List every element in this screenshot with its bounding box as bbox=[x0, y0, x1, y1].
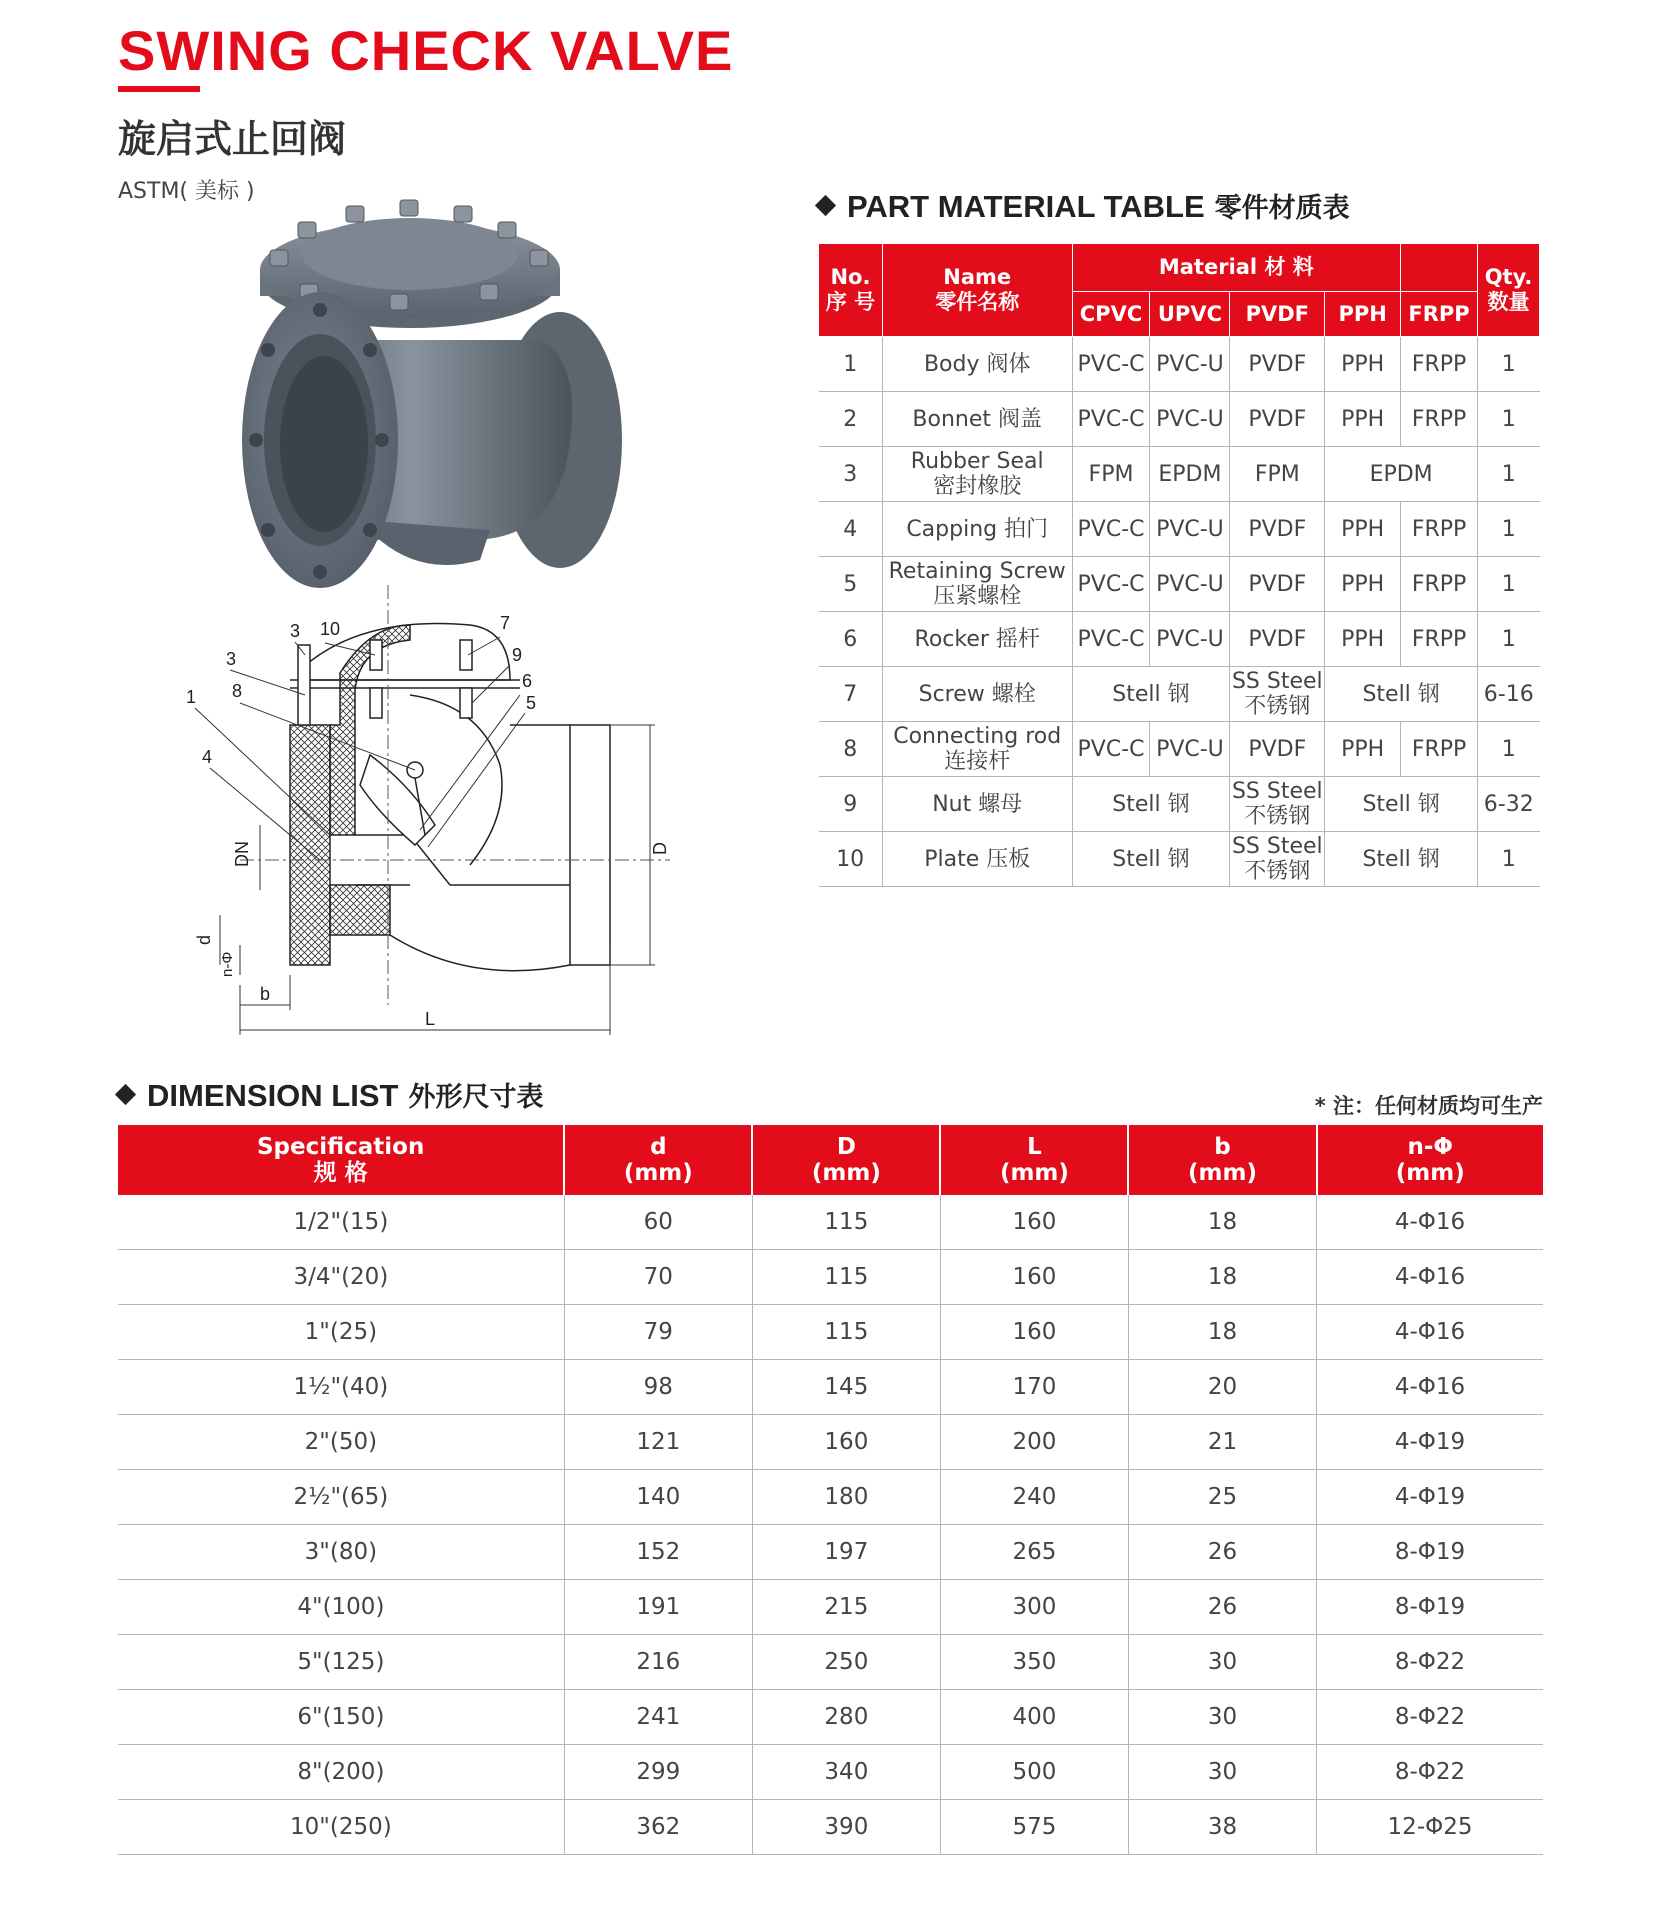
table-row bbox=[118, 1195, 1543, 1250]
table-cell: 215 bbox=[752, 1580, 940, 1635]
standard-label: ASTM( 美标 ) bbox=[118, 179, 255, 204]
table-row: 5 Retaining Screw 压紧螺栓 PVC-C PVC-U PVDF PPH FRPP 1 bbox=[819, 557, 1540, 612]
callout-7: 7 bbox=[500, 613, 511, 633]
table-cell: 1½"(40) bbox=[118, 1360, 564, 1415]
table-cell: 26 bbox=[1128, 1580, 1316, 1635]
table-cell: 575 bbox=[940, 1800, 1128, 1855]
table-cell: 4-Φ19 bbox=[1317, 1415, 1543, 1470]
table-cell: 8-Φ19 bbox=[1317, 1580, 1543, 1635]
table-cell: 60 bbox=[564, 1195, 752, 1250]
table-cell: 160 bbox=[940, 1250, 1128, 1305]
table-cell: 300 bbox=[940, 1580, 1128, 1635]
table-cell: 5"(125) bbox=[118, 1635, 564, 1690]
table-row: 1 Body 阀体 PVC-C PVC-U PVDF PPH FRPP 1 bbox=[819, 337, 1540, 392]
col-header-qty: Qty. 数量 bbox=[1478, 244, 1540, 337]
table-cell: 197 bbox=[752, 1525, 940, 1580]
dim-d: d bbox=[194, 934, 214, 945]
table-row bbox=[118, 1525, 1543, 1580]
table-cell: 160 bbox=[752, 1415, 940, 1470]
col-header-pph: PPH bbox=[1325, 292, 1401, 337]
table-cell: 8"(200) bbox=[118, 1745, 564, 1800]
table-cell: 4"(100) bbox=[118, 1580, 564, 1635]
dim-n-phi: n-Φ bbox=[219, 951, 236, 977]
table-cell: 25 bbox=[1128, 1470, 1316, 1525]
part-table-heading: PART MATERIAL TABLE 零件材质表 bbox=[818, 186, 1350, 225]
table-cell: 115 bbox=[752, 1250, 940, 1305]
col-header-spec: Specification 规 格 bbox=[118, 1125, 564, 1195]
table-row: 9 Nut 螺母 Stell 钢 SS Steel 不锈钢 Stell 钢 6-32 bbox=[819, 777, 1540, 832]
dim-b: b bbox=[260, 984, 271, 1004]
col-header-b: b (mm) bbox=[1128, 1125, 1316, 1195]
part-material-table bbox=[818, 243, 1540, 887]
table-row bbox=[118, 1250, 1543, 1305]
table-row bbox=[118, 1690, 1543, 1745]
table-cell: 140 bbox=[564, 1470, 752, 1525]
table-cell: 4-Φ16 bbox=[1317, 1250, 1543, 1305]
col-header-no: No. 序 号 bbox=[819, 244, 883, 337]
dimension-table bbox=[118, 1125, 1543, 1855]
dimension-list-heading: DIMENSION LIST 外形尺寸表 bbox=[118, 1075, 543, 1114]
table-cell: 145 bbox=[752, 1360, 940, 1415]
table-cell: 1"(25) bbox=[118, 1305, 564, 1360]
table-cell: 4-Φ16 bbox=[1317, 1305, 1543, 1360]
table-cell: 170 bbox=[940, 1360, 1128, 1415]
table-cell: 38 bbox=[1128, 1800, 1316, 1855]
table-row: 10 Plate 压板 Stell 钢 SS Steel 不锈钢 Stell 钢 1 bbox=[819, 832, 1540, 887]
col-header-material: Material 材 料 bbox=[1072, 244, 1401, 292]
table-cell: 191 bbox=[564, 1580, 752, 1635]
col-header-blank bbox=[1401, 244, 1478, 292]
table-cell: 160 bbox=[940, 1305, 1128, 1360]
col-header-frpp: FRPP bbox=[1401, 292, 1478, 337]
table-cell: 160 bbox=[940, 1195, 1128, 1250]
table-cell: 240 bbox=[940, 1470, 1128, 1525]
table-cell: 2½"(65) bbox=[118, 1470, 564, 1525]
dim-DN: DN bbox=[232, 841, 252, 867]
diamond-bullet-icon bbox=[115, 1084, 136, 1105]
col-header-upvc: UPVC bbox=[1150, 292, 1230, 337]
table-row bbox=[118, 1580, 1543, 1635]
table-cell: 6"(150) bbox=[118, 1690, 564, 1745]
table-row bbox=[118, 1470, 1543, 1525]
callout-1: 1 bbox=[186, 687, 197, 707]
table-cell: 216 bbox=[564, 1635, 752, 1690]
callout-5: 5 bbox=[526, 693, 537, 713]
callout-10: 10 bbox=[320, 619, 341, 639]
table-cell: 21 bbox=[1128, 1415, 1316, 1470]
table-cell: 3/4"(20) bbox=[118, 1250, 564, 1305]
table-cell: 79 bbox=[564, 1305, 752, 1360]
page-subtitle-cn: 旋启式止回阀 bbox=[118, 117, 347, 161]
table-cell: 4-Φ16 bbox=[1317, 1360, 1543, 1415]
valve-photo bbox=[240, 200, 660, 590]
page-title: SWING CHECK VALVE bbox=[118, 19, 734, 82]
table-row bbox=[118, 1305, 1543, 1360]
table-cell: 12-Φ25 bbox=[1317, 1800, 1543, 1855]
col-header-name: Name 零件名称 bbox=[882, 244, 1072, 337]
table-cell: 280 bbox=[752, 1690, 940, 1745]
callout-3b: 3 bbox=[226, 649, 237, 669]
table-cell: 121 bbox=[564, 1415, 752, 1470]
callout-4: 4 bbox=[202, 747, 213, 767]
table-cell: 350 bbox=[940, 1635, 1128, 1690]
table-row bbox=[118, 1360, 1543, 1415]
table-cell: 299 bbox=[564, 1745, 752, 1800]
table-cell: 30 bbox=[1128, 1635, 1316, 1690]
col-header-d: d (mm) bbox=[564, 1125, 752, 1195]
callout-9: 9 bbox=[512, 645, 523, 665]
table-cell: 8-Φ22 bbox=[1317, 1635, 1543, 1690]
col-header-L: L (mm) bbox=[940, 1125, 1128, 1195]
table-cell: 26 bbox=[1128, 1525, 1316, 1580]
table-row: 7 Screw 螺栓 Stell 钢 SS Steel 不锈钢 Stell 钢 6-16 bbox=[819, 667, 1540, 722]
diamond-bullet-icon bbox=[815, 195, 836, 216]
table-cell: 18 bbox=[1128, 1305, 1316, 1360]
table-cell: 200 bbox=[940, 1415, 1128, 1470]
table-cell: 30 bbox=[1128, 1690, 1316, 1745]
table-cell: 18 bbox=[1128, 1195, 1316, 1250]
table-row: 3 Rubber Seal 密封橡胶 FPM EPDM FPM EPDM 1 bbox=[819, 447, 1540, 502]
table-cell: 8-Φ22 bbox=[1317, 1690, 1543, 1745]
table-cell: 390 bbox=[752, 1800, 940, 1855]
table-row bbox=[118, 1635, 1543, 1690]
table-cell: 10"(250) bbox=[118, 1800, 564, 1855]
table-cell: 1/2"(15) bbox=[118, 1195, 564, 1250]
table-cell: 400 bbox=[940, 1690, 1128, 1745]
table-cell: 250 bbox=[752, 1635, 940, 1690]
table-cell: 4-Φ16 bbox=[1317, 1195, 1543, 1250]
col-header-n-phi: n-Φ (mm) bbox=[1317, 1125, 1543, 1195]
title-underline bbox=[118, 86, 200, 92]
table-cell: 30 bbox=[1128, 1745, 1316, 1800]
table-row: 2 Bonnet 阀盖 PVC-C PVC-U PVDF PPH FRPP 1 bbox=[819, 392, 1540, 447]
table-cell: 340 bbox=[752, 1745, 940, 1800]
table-row bbox=[118, 1800, 1543, 1855]
table-cell: 20 bbox=[1128, 1360, 1316, 1415]
dim-D: D bbox=[650, 842, 670, 855]
table-cell: 500 bbox=[940, 1745, 1128, 1800]
table-cell: 265 bbox=[940, 1525, 1128, 1580]
table-cell: 4-Φ19 bbox=[1317, 1470, 1543, 1525]
col-header-D: D (mm) bbox=[752, 1125, 940, 1195]
col-header-pvdf: PVDF bbox=[1230, 292, 1325, 337]
table-cell: 3"(80) bbox=[118, 1525, 564, 1580]
callout-8: 8 bbox=[232, 681, 243, 701]
table-cell: 70 bbox=[564, 1250, 752, 1305]
col-header-cpvc: CPVC bbox=[1072, 292, 1150, 337]
table-row: 4 Capping 拍门 PVC-C PVC-U PVDF PPH FRPP 1 bbox=[819, 502, 1540, 557]
table-cell: 362 bbox=[564, 1800, 752, 1855]
table-cell: 115 bbox=[752, 1195, 940, 1250]
table-row: 8 Connecting rod 连接杆 PVC-C PVC-U PVDF PPH FRPP 1 bbox=[819, 722, 1540, 777]
callout-3a: 3 bbox=[290, 621, 301, 641]
dim-L: L bbox=[425, 1009, 436, 1029]
table-cell: 18 bbox=[1128, 1250, 1316, 1305]
table-cell: 152 bbox=[564, 1525, 752, 1580]
production-note: * 注：任何材质均可生产 bbox=[1314, 1094, 1543, 1118]
table-cell: 2"(50) bbox=[118, 1415, 564, 1470]
table-row bbox=[118, 1745, 1543, 1800]
table-cell: 180 bbox=[752, 1470, 940, 1525]
table-cell: 98 bbox=[564, 1360, 752, 1415]
valve-section-drawing bbox=[186, 585, 710, 1045]
table-cell: 241 bbox=[564, 1690, 752, 1745]
table-row bbox=[118, 1415, 1543, 1470]
table-row: 6 Rocker 摇杆 PVC-C PVC-U PVDF PPH FRPP 1 bbox=[819, 612, 1540, 667]
callout-6: 6 bbox=[522, 671, 533, 691]
table-cell: 8-Φ19 bbox=[1317, 1525, 1543, 1580]
table-cell: 115 bbox=[752, 1305, 940, 1360]
table-cell: 8-Φ22 bbox=[1317, 1745, 1543, 1800]
